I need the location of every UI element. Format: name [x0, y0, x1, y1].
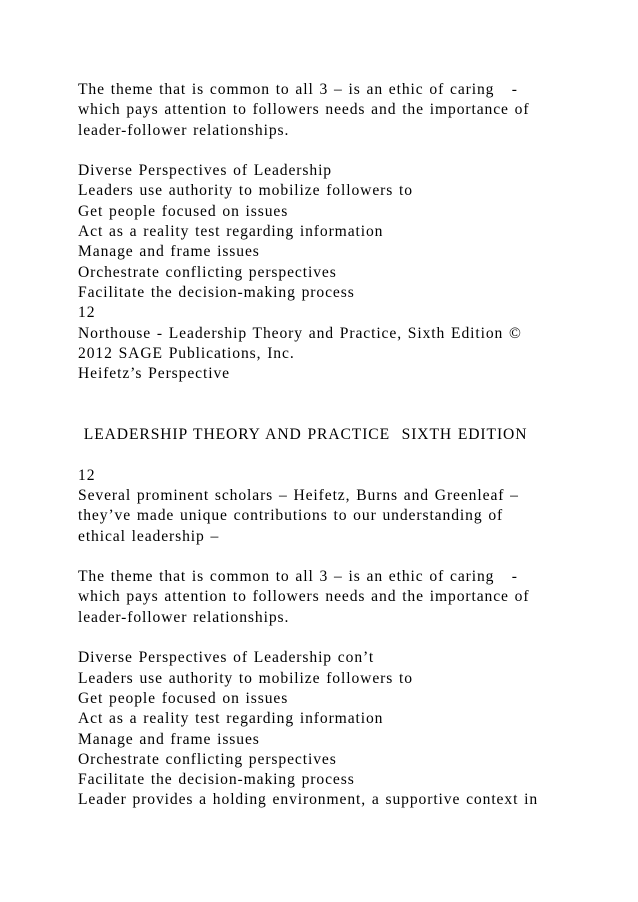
blank-line: [78, 384, 618, 404]
text-line: Leader provides a holding environment, a supportive context in: [78, 791, 539, 809]
text-line: Orchestrate conflicting perspectives: [78, 263, 337, 281]
citation-line: 2012 SAGE Publications, Inc.: [78, 344, 295, 362]
book-title-line: LEADERSHIP THEORY AND PRACTICE SIXTH EDITION: [78, 426, 528, 444]
text-line: The theme that is common to all 3 – is an ethic of caring -: [78, 81, 518, 98]
text-line: they’ve made unique contributions to our understanding of: [78, 507, 504, 525]
page-number: 12: [78, 304, 96, 322]
text-line: which pays attention to followers needs and the importance of: [78, 588, 530, 606]
text-line: Several prominent scholars – Heifetz, Burns and Greenleaf –: [78, 486, 519, 504]
text-line: Get people focused on issues: [78, 202, 289, 220]
text-line: Facilitate the decision-making process: [78, 283, 355, 301]
text-line: Act as a reality test regarding information: [78, 223, 384, 241]
document-body: [78, 80, 618, 811]
page-number: 12: [78, 466, 96, 484]
text-line: Act as a reality test regarding information: [78, 710, 384, 728]
blank-line: [78, 405, 618, 425]
text-line: which pays attention to followers needs and the importance of: [78, 101, 530, 119]
text-line: Facilitate the decision-making process: [78, 771, 355, 789]
text-line: Manage and frame issues: [78, 730, 260, 748]
text-line: Orchestrate conflicting perspectives: [78, 750, 337, 768]
slide-title: Heifetz’s Perspective: [78, 365, 230, 383]
section-heading: Diverse Perspectives of Leadership: [78, 162, 332, 180]
text-line: Leaders use authority to mobilize followers to: [78, 182, 413, 200]
citation-line: Northouse - Leadership Theory and Practice, Sixth Edition ©: [78, 324, 522, 342]
blank-line: [78, 547, 618, 567]
text-line: Leaders use authority to mobilize followers to: [78, 669, 413, 687]
blank-line: [78, 445, 618, 465]
blank-line: [78, 628, 618, 648]
text-line: leader-follower relationships.: [78, 121, 290, 139]
blank-line: [78, 141, 618, 161]
text-line: The theme that is common to all 3 – is an ethic of caring -: [78, 568, 518, 586]
text-line: Manage and frame issues: [78, 243, 260, 261]
text-line: ethical leadership –: [78, 527, 220, 545]
text-line: Get people focused on issues: [78, 689, 289, 707]
text-line: leader-follower relationships.: [78, 608, 290, 626]
section-heading: Diverse Perspectives of Leadership con’t: [78, 649, 375, 667]
